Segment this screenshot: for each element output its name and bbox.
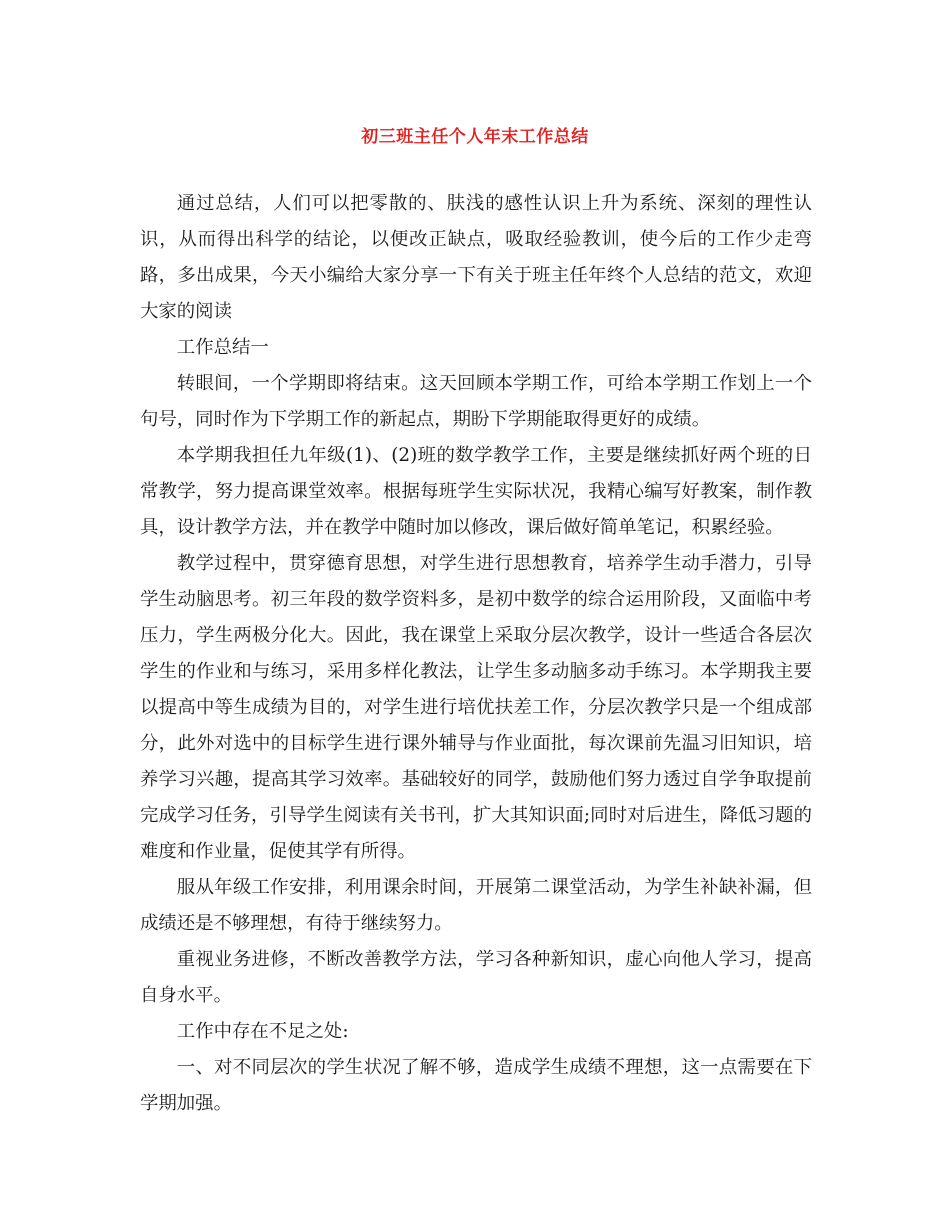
paragraph-intro: 通过总结，人们可以把零散的、肤浅的感性认识上升为系统、深刻的理性认识，从而得出科学的结论，以便改正缺点，吸取经验教训，使今后的工作少走弯路，多出成果，今天小编给大家分享一下有关于班主任年终个人总结的范文，欢迎大家的阅读	[140, 193, 812, 322]
paragraph: 一、对不同层次的学生状况了解不够，造成学生成绩不理想，这一点需要在下学期加强。	[140, 1057, 812, 1114]
section-heading-summary-one: 工作总结一	[176, 337, 269, 358]
document-body	[140, 186, 812, 1122]
paragraph: 教学过程中，贯穿德育思想，对学生进行思想教育，培养学生动手潜力，引导学生动脑思考。初三年段的数学资料多，是初中数学的综合运用阶段，又面临中考压力，学生两极分化大。因此，我在课堂上采取分层次教学，设计一些适合各层次学生的作业和与练习，采用多样化教法，让学生多动脑多动手练习。本学期我主要以提高中等生成绩为目的，对学生进行培优扶差工作，分层次教学只是一个组成部分，此外对选中的目标学生进行课外辅导与作业面批，每次课前先温习旧知识，培养学习兴趣，提高其学习效率。基础较好的同学，鼓励他们努力透过自学争取提前完成学习任务，引导学生阅读有关书刊，扩大其知识面;同时对后进生，降低习题的难度和作业量，促使其学有所得。	[140, 553, 812, 862]
paragraph: 转眼间，一个学期即将结束。这天回顾本学期工作，可给本学期工作划上一个句号，同时作为下学期工作的新起点，期盼下学期能取得更好的成绩。	[140, 373, 812, 430]
paragraph: 重视业务进修，不断改善教学方法，学习各种新知识，虚心向他人学习，提高自身水平。	[140, 949, 812, 1006]
paragraph: 服从年级工作安排，利用课余时间，开展第二课堂活动，为学生补缺补漏，但成绩还是不够理想，有待于继续努力。	[140, 877, 812, 934]
paragraph: 本学期我担任九年级(1)、(2)班的数学教学工作，主要是继续抓好两个班的日常教学，努力提高课堂效率。根据每班学生实际状况，我精心编写好教案，制作教具，设计教学方法，并在教学中随时加以修改，课后做好简单笔记，积累经验。	[140, 445, 812, 538]
section-heading-shortcomings: 工作中存在不足之处:	[176, 1021, 349, 1042]
document-title: 初三班主任个人年末工作总结	[361, 127, 589, 147]
